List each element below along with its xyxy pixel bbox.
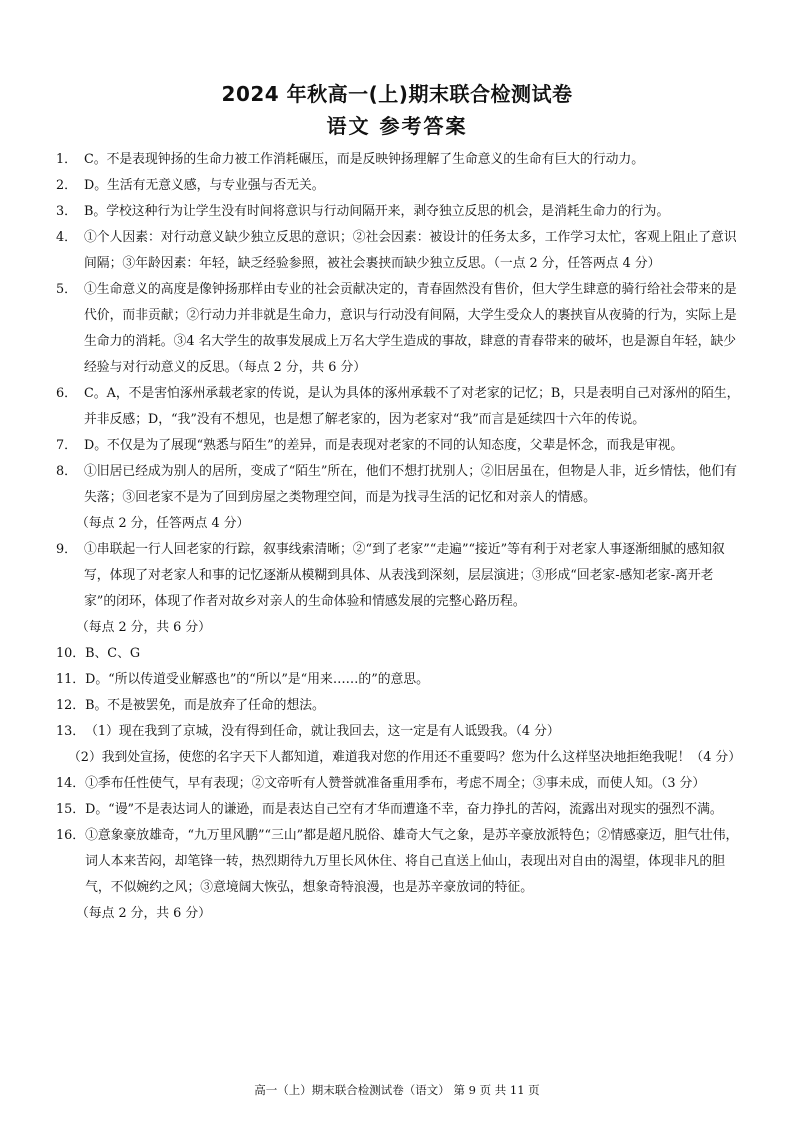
answer-number: 7． — [56, 438, 77, 453]
answer-text: D。不仅是为了展现“熟悉与陌生”的差异，而是表现对老家的不同的认知态度，父辈是怀念，而我是审视。 — [84, 438, 684, 453]
answer-text: D。生活有无意义感，与专业强与否无关。 — [84, 178, 325, 193]
answer-number: 2． — [56, 178, 77, 193]
answer-text: ①季布任性使气，早有表现；②文帝听有人赞誉就准备重用季布，考虑不周全；③事未成，而使人知。（3 分） — [85, 776, 706, 791]
answer-text: B、C、G — [85, 646, 141, 661]
answer-item — [56, 719, 744, 745]
page-footer: 高一（上）期末联合检测试卷（语文） 第 9 页 共 11 页 — [254, 1083, 540, 1097]
answer-item — [56, 797, 744, 823]
answer-number: 13． — [56, 724, 86, 739]
answer-item — [56, 199, 744, 225]
answer-text: （1）现在我到了京城，没有得到任命，就让我回去，这一定是有人诋毁我。（4 分） — [85, 724, 560, 739]
answer-text: D。“谩”不是表达词人的谦逊，而是表达自己空有才华而遭逢不幸，奋力挣扎的苦闷，流露出对现实的强烈不满。 — [85, 802, 723, 817]
answer-number: 12． — [56, 698, 86, 713]
answer-number: 4． — [56, 230, 77, 245]
document-subtitle: 语文 参考答案 — [326, 114, 468, 138]
answer-number: 15． — [56, 802, 86, 817]
answer-number: 3． — [56, 204, 77, 219]
answer-item — [56, 641, 744, 667]
answer-text: ①意象豪放雄奇，“九万里风鹏”“三山”都是超凡脱俗、雄奇大气之象，是苏辛豪放派特色；②情感豪迈，胆气壮伟，词人本来苦闷，却笔锋一转，热烈期待九万里长风休住、将自己直送上仙山，表现出对自由的渴望，体现非凡的胆气，不似婉约之风；③意境阔大恢弘，想象奇特浪漫，也是苏辛豪放词的特征。 — [85, 828, 739, 895]
answer-number: 5． — [56, 282, 77, 297]
answer-item — [56, 277, 744, 381]
answer-number: 8． — [56, 464, 77, 479]
score-note: （每点 2 分，任答两点 4 分） — [76, 516, 250, 531]
answer-item — [56, 771, 744, 797]
answer-item — [56, 147, 744, 173]
answer-number: 6． — [56, 386, 77, 401]
answer-number: 1． — [56, 152, 77, 167]
answer-text: ①旧居已经成为别人的居所，变成了“陌生”所在，他们不想打扰别人；②旧居虽在，但物是人非，近乡情怯，他们有失落；③回老家不是为了回到房屋之类物理空间，而是为找寻生活的记忆和对亲人的情感。 — [84, 464, 737, 505]
answer-item — [56, 667, 744, 693]
answer-text: C。不是表现钟扬的生命力被工作消耗碾压，而是反映钟扬理解了生命意义的生命有巨大的行动力。 — [84, 152, 645, 167]
answer-text: B。不是被罢免，而是放弃了任命的想法。 — [85, 698, 325, 713]
answer-number: 11． — [56, 672, 86, 687]
answer-subitem: （2）我到处宣扬，使您的名字天下人都知道，难道我对您的作用还不重要吗？您为什么这样坚决地拒绝我呢！（4 分） — [68, 750, 741, 765]
score-note: （每点 2 分，共 6 分） — [76, 620, 211, 635]
answer-item — [56, 225, 744, 277]
answer-text: ①生命意义的高度是像钟扬那样由专业的社会贡献决定的，青春固然没有售价，但大学生肆意的骑行给社会带来的是代价，而非贡献；②行动力并非就是生命力，意识与行动没有间隔，大学生受众人的裹挟盲从夜骑的行为，实际上是生命力的消耗。③4 名大学生的故事发展成上万名大学生造成的事故，肆意的青春带来的破坏，也是源自年轻，缺少经验与对行动意义的反思。（每点 2 分，共 6 分） — [84, 282, 737, 375]
answer-number: 14． — [56, 776, 86, 791]
answers-list — [56, 147, 744, 927]
answer-text: ①串联起一行人回老家的行踪，叙事线索清晰；②“到了老家”“走遍”“接近”等有利于对老家人事逐渐细腻的感知叙写，体现了对老家人和事的记忆逐渐从模糊到具体、从表浅到深刻，层层演进；③形成“回老家-感知老家-离开老家”的闭环，体现了作者对故乡对亲人的生命体验和情感发展的完整心路历程。 — [84, 542, 725, 609]
document-title: 2024 年秋高一(上)期末联合检测试卷 — [221, 82, 573, 106]
answer-number: 16． — [56, 828, 86, 843]
answer-item — [56, 693, 744, 719]
score-note: （每点 2 分，共 6 分） — [76, 906, 211, 921]
answer-item — [56, 173, 744, 199]
answer-text: C。A，不是害怕涿州承载老家的传说，是认为具体的涿州承载不了对老家的记忆；B，只是表明自己对涿州的陌生，并非反感；D，“我”没有不想见，也是想了解老家的，因为老家对“我”而言是延续四十六年的传说。 — [84, 386, 740, 427]
answer-number: 9． — [56, 542, 77, 557]
answer-item — [56, 459, 744, 511]
answer-item — [56, 433, 744, 459]
answer-item — [56, 823, 744, 901]
answer-number: 10． — [56, 646, 86, 661]
answer-text: ①个人因素：对行动意义缺少独立反思的意识；②社会因素：被设计的任务太多，工作学习太忙，客观上阻止了意识间隔；③年龄因素：年轻，缺乏经验参照，被社会裹挟而缺少独立反思。（一点 2 分，任答两点 4 分） — [84, 230, 737, 271]
answer-text: B。学校这种行为让学生没有时间将意识与行动间隔开来，剥夺独立反思的机会，是消耗生命力的行为。 — [84, 204, 670, 219]
answer-item — [56, 537, 744, 615]
answer-item — [56, 381, 744, 433]
answer-text: D。“所以传道受业解惑也”的“所以”是“用来……的”的意思。 — [85, 672, 429, 687]
